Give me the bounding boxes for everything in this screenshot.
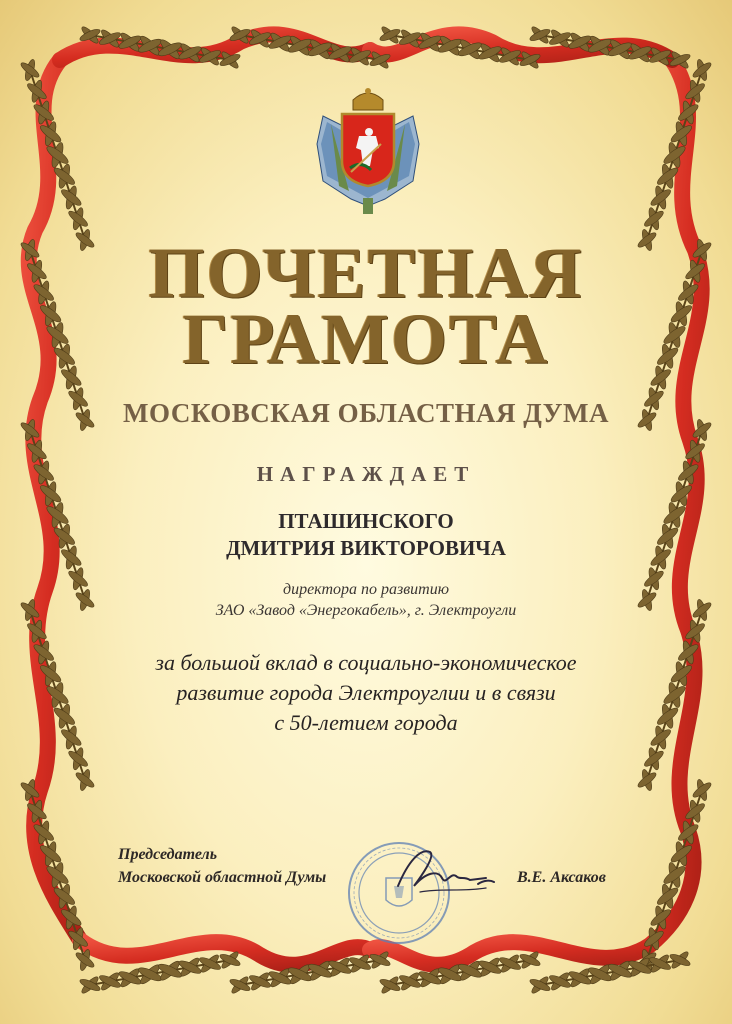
- signatory-name: В.Е. Аксаков: [517, 869, 606, 886]
- recipient-given-names: ДМИТРИЯ ВИКТОРОВИЧА: [226, 536, 506, 560]
- signatory-title-line-1: Председатель: [118, 846, 218, 863]
- award-reason-line-3: с 50-летием города: [274, 710, 458, 735]
- award-reason-line-1: за большой вклад в социально-экономическое: [155, 650, 577, 675]
- title-line-2: ГРАМОТА: [182, 299, 550, 379]
- awards-word: НАГРАЖДАЕТ: [256, 462, 476, 486]
- recipient-company: ЗАО «Завод «Энергокабель», г. Электроугли: [215, 602, 517, 619]
- recipient-surname: ПТАШИНСКОГО: [278, 509, 454, 533]
- title-line-1: ПОЧЕТНАЯ: [148, 233, 584, 313]
- recipient-position: директора по развитию: [282, 581, 450, 598]
- issuing-organization: МОСКОВСКАЯ ОБЛАСТНАЯ ДУМА: [123, 398, 609, 428]
- signatory-title-line-2: Московской областной Думы: [118, 869, 327, 886]
- handwritten-signature: [390, 842, 500, 906]
- moscow-oblast-coat-of-arms-icon: [313, 86, 423, 216]
- award-reason-line-2: развитие города Электроуглии и в связи: [176, 680, 556, 705]
